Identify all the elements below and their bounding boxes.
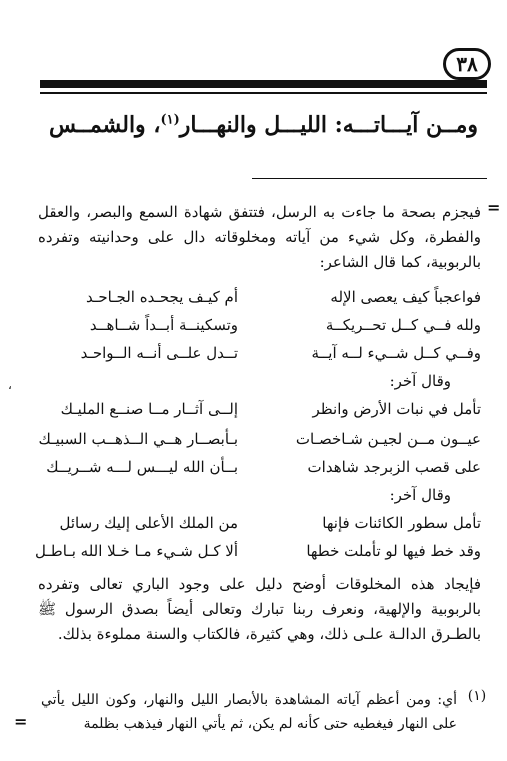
poem-intro: وقال آخر:	[389, 372, 451, 390]
poem-hemistich-right: وفــي كــل شــيء لــه آيــة	[311, 344, 481, 362]
poem-3-line	[38, 514, 481, 540]
continuation-mark: =	[487, 198, 501, 217]
poem-hemistich-left: ألا كـل شـيء مـا خـلا الله بـاطـل	[35, 542, 238, 560]
poem-hemistich-left: بـأبصــار هــي الــذهــب السبيـك	[38, 430, 238, 448]
poem-2-line	[38, 400, 481, 426]
header-rule-thin	[40, 92, 487, 94]
poem-2-line	[38, 458, 481, 484]
poem-hemistich-right: تأمل سطور الكائنات فإنها	[322, 514, 481, 532]
poem-hemistich-left: تــدل علــى أنــه الــواحـد	[80, 344, 238, 362]
header-rule-thick	[40, 80, 487, 88]
footnote-number: (١)	[467, 688, 487, 704]
paragraph-1: فيجزم بصحة ما جاءت به الرسل، فتتفق شهادة السمع والبصر، والعقل والفطرة، وكل شيء من آياته ومخلوقاته دال على وحدانيته وتفرده بالربوبية، كما قال الشاعر:	[38, 203, 481, 271]
poem-hemistich-left: بــأن الله ليـــس لـــه شــريــك	[46, 458, 238, 476]
page-number-badge	[443, 48, 491, 80]
heading-tail: ، والشمــس	[48, 112, 161, 138]
heading-footnote-ref: (١)	[160, 112, 180, 128]
poem-2-line	[38, 430, 481, 456]
poem-hemistich-right: تأمل في نبات الأرض وانظر	[312, 400, 481, 418]
margin-mark: ،	[8, 378, 12, 392]
footnote-continuation-mark: =	[14, 712, 28, 731]
poem-hemistich-right: ولله فــي كــل تحــريكــة	[325, 316, 481, 334]
poem-hemistich-left: من الملك الأعلى إليك رسائل	[59, 514, 238, 532]
page-number: ٣٨	[456, 52, 478, 76]
continuation-separator	[252, 178, 487, 179]
poem-3-line	[35, 542, 481, 568]
poem-1-line	[38, 316, 481, 342]
footnote	[14, 688, 491, 744]
poem-hemistich-right: فواعجباً كيف يعصى الإله	[330, 288, 481, 306]
poem-hemistich-left: وتسكينــة أبــداً شــاهــد	[89, 316, 238, 334]
heading-main: ومــن آيـــاتـــه: الليـــل والنهـــار	[179, 112, 479, 138]
poem-intro: وقال آخر:	[389, 486, 451, 504]
poem-1-line	[38, 344, 481, 370]
poem-hemistich-left: إلــى آثــار مــا صنــع المليـك	[60, 400, 238, 418]
poem-hemistich-right: على قصب الزبرجد شاهدات	[307, 458, 481, 476]
footnote-text: أي: ومن أعظم آياته المشاهدة بالأبصار الليل والنهار، وكون الليل يأتي على النهار فيغطيه حتى كأنه لم يكن، ثم يأتي النهار فيذهب بظلمة	[41, 692, 457, 732]
poem-hemistich-left: أم كيـف يجحـده الجـاحـد	[86, 288, 238, 306]
poem-1-line	[38, 288, 481, 314]
paragraph-2: فإيجاد هذه المخلوقات أوضح دليل على وجود الباري تعالى وتفرده بالربوبية والإلهية، ونعرف ربنا تبارك وتعالى أيضاً بصدق الرسول ﷺ بالطـرق الدالـة علـى ذلك، وهي كثيرة، فالكتاب والسنة مملوءة بذلك.	[38, 575, 481, 643]
poem-hemistich-right: عيــون مــن لجيـن شـاخصـات	[295, 430, 481, 448]
poem-hemistich-right: وقد خط فيها لو تأملت خطها	[306, 542, 481, 560]
section-heading	[40, 112, 487, 138]
